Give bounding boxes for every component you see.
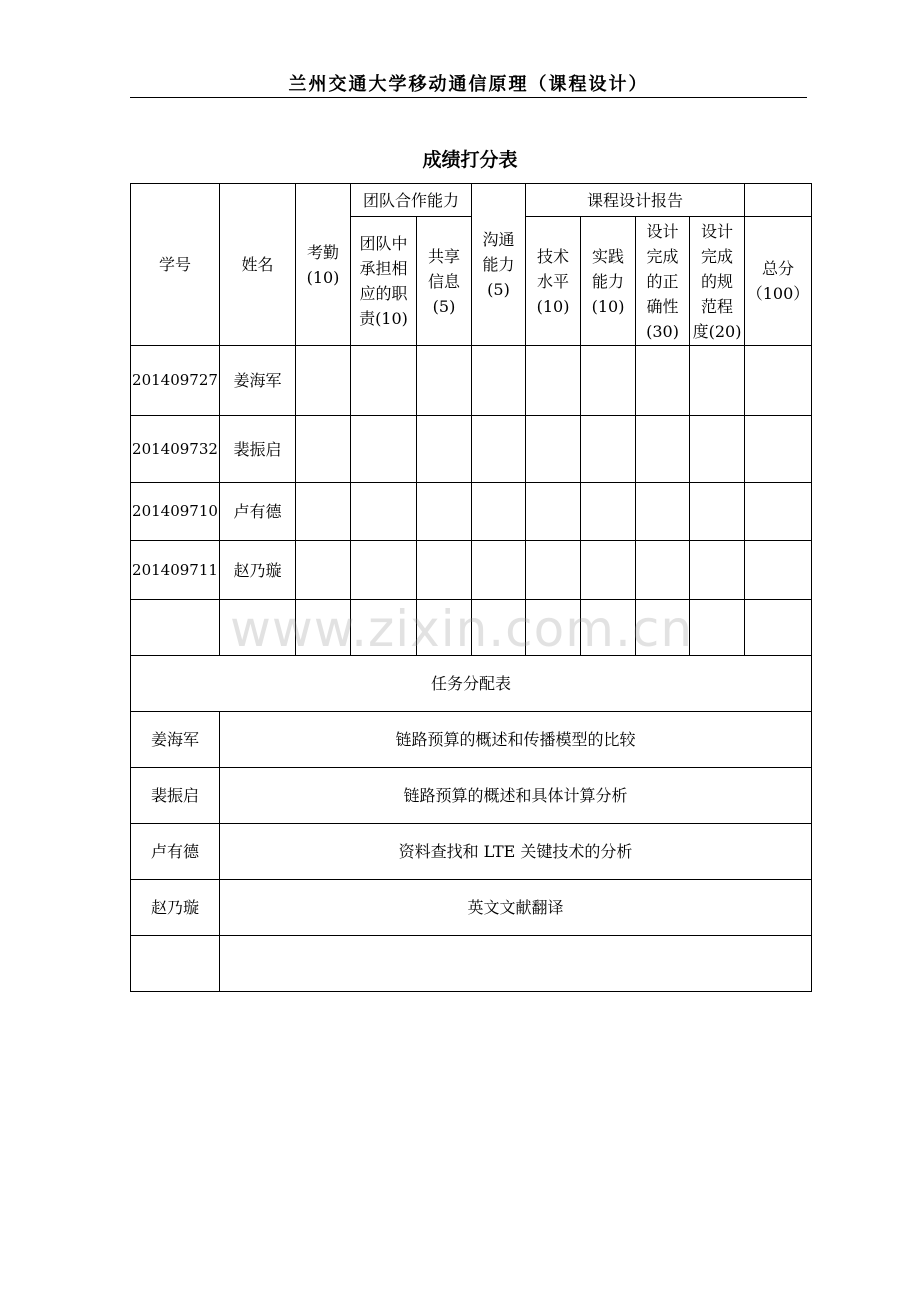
- col-header-correctness: [636, 217, 690, 346]
- score-cell: [351, 600, 417, 656]
- score-cell: [636, 483, 690, 541]
- header-text-line: 信息: [428, 271, 461, 291]
- col-header-share-info: [417, 217, 472, 346]
- col-header-team-responsibility: [351, 217, 417, 346]
- header-text-line: 责(10): [359, 309, 408, 328]
- task-member-name: 卢有德: [131, 824, 220, 880]
- student-id: 201409710: [131, 483, 220, 541]
- header-text-line: 设计: [701, 221, 734, 241]
- score-cell: [581, 541, 636, 600]
- score-cell: [351, 541, 417, 600]
- header-text-line: (30): [646, 321, 679, 341]
- score-cell: [351, 346, 417, 416]
- header-text-line: (5): [487, 280, 510, 299]
- col-header-standard: [690, 217, 745, 346]
- grade-table: [130, 183, 812, 992]
- student-name: 裴振启: [220, 416, 296, 483]
- student-row: [131, 483, 812, 541]
- header-text-line: 范程: [701, 296, 734, 316]
- task-description: 链路预算的概述和传播模型的比较: [220, 712, 812, 768]
- score-cell: [745, 541, 812, 600]
- student-id: 201409711: [131, 541, 220, 600]
- header-text-line: (5): [432, 296, 456, 316]
- header-text-line: 应的职: [359, 284, 408, 303]
- task-row-empty: [131, 936, 812, 992]
- score-cell: [690, 541, 745, 600]
- header-text-line: (10): [536, 296, 570, 316]
- task-member-name: 裴振启: [131, 768, 220, 824]
- score-cell: [745, 416, 812, 483]
- header-text-line: 总分: [762, 259, 795, 278]
- student-name: [220, 600, 296, 656]
- task-row: [131, 880, 812, 936]
- score-cell: [636, 600, 690, 656]
- task-member-name: 赵乃璇: [131, 880, 220, 936]
- student-name: 卢有德: [220, 483, 296, 541]
- score-cell: [581, 416, 636, 483]
- task-description: 英文文献翻译: [220, 880, 812, 936]
- col-header-student-id: 学号: [131, 184, 220, 346]
- col-group-teamwork: 团队合作能力: [351, 184, 472, 217]
- score-cell: [690, 600, 745, 656]
- task-table-title-row: [131, 656, 812, 712]
- score-cell: [636, 541, 690, 600]
- score-cell: [526, 483, 581, 541]
- task-table-title: 任务分配表: [131, 656, 812, 712]
- score-cell: [745, 346, 812, 416]
- col-header-tech-level: [526, 217, 581, 346]
- score-cell: [526, 600, 581, 656]
- score-cell: [636, 416, 690, 483]
- header-text-line: 完成: [701, 246, 734, 266]
- score-cell: [526, 416, 581, 483]
- header-text-line: 水平: [537, 271, 570, 291]
- col-header-total: [745, 217, 812, 346]
- header-text-line: 能力: [592, 271, 625, 291]
- document-title: 成绩打分表: [422, 149, 518, 171]
- score-cell: [351, 416, 417, 483]
- score-cell: [690, 483, 745, 541]
- score-cell: [581, 600, 636, 656]
- header-text-line: 设计: [646, 221, 679, 241]
- score-cell: [296, 346, 351, 416]
- header-text-line: 完成: [646, 246, 679, 266]
- task-row: [131, 712, 812, 768]
- header-text-line: (10): [591, 296, 625, 316]
- score-cell: [745, 483, 812, 541]
- col-header-communication: [472, 184, 526, 346]
- header-text-line: 团队中: [359, 234, 408, 253]
- header-text-line: 度(20): [692, 321, 742, 341]
- score-cell: [690, 416, 745, 483]
- task-member-name: [131, 936, 220, 992]
- header-text-line: 技术: [537, 246, 570, 266]
- student-row: [131, 541, 812, 600]
- score-cell: [296, 600, 351, 656]
- student-id: 201409732: [131, 416, 220, 483]
- task-description: 链路预算的概述和具体计算分析: [220, 768, 812, 824]
- header-text-line: 考勤: [306, 242, 339, 262]
- score-cell: [417, 541, 472, 600]
- score-cell: [581, 483, 636, 541]
- student-id: 201409727: [131, 346, 220, 416]
- score-cell: [417, 483, 472, 541]
- header-text-line: （100）: [746, 284, 810, 303]
- header-text-line: 确性: [646, 296, 679, 316]
- score-cell: [690, 346, 745, 416]
- task-row: [131, 768, 812, 824]
- score-cell: [636, 346, 690, 416]
- student-row-empty: [131, 600, 812, 656]
- score-cell: [472, 541, 526, 600]
- page-header-title: 兰州交通大学移动通信原理（课程设计）: [288, 74, 649, 95]
- header-text-line: 沟通: [482, 230, 515, 249]
- score-cell: [296, 483, 351, 541]
- score-cell: [526, 541, 581, 600]
- task-row: [131, 824, 812, 880]
- score-cell: [472, 600, 526, 656]
- col-group-report: 课程设计报告: [526, 184, 745, 217]
- score-cell: [296, 416, 351, 483]
- score-cell: [526, 346, 581, 416]
- score-cell: [417, 600, 472, 656]
- header-text-line: 的规: [701, 271, 734, 291]
- student-name: 赵乃璇: [220, 541, 296, 600]
- score-cell: [581, 346, 636, 416]
- col-header-total-top: [745, 184, 812, 217]
- task-member-name: 姜海军: [131, 712, 220, 768]
- student-row: [131, 416, 812, 483]
- student-id: [131, 600, 220, 656]
- header-text-line: 共享: [428, 246, 461, 266]
- header-text-line: 能力: [482, 255, 515, 274]
- col-header-attendance: [296, 184, 351, 346]
- header-text-line: 承担相: [359, 259, 408, 278]
- score-cell: [472, 483, 526, 541]
- score-cell: [745, 600, 812, 656]
- student-row: [131, 346, 812, 416]
- col-header-name: 姓名: [220, 184, 296, 346]
- header-text-line: 实践: [592, 246, 625, 266]
- score-cell: [417, 416, 472, 483]
- header-text-line: 的正: [646, 271, 679, 291]
- watermark: www.zixin.com.cn: [230, 600, 694, 658]
- score-cell: [351, 483, 417, 541]
- score-cell: [296, 541, 351, 600]
- score-cell: [472, 416, 526, 483]
- task-description: 资料查找和 LTE 关键技术的分析: [220, 824, 812, 880]
- header-row-1: [131, 184, 812, 217]
- header-text-line: (10): [306, 267, 340, 287]
- col-header-practice: [581, 217, 636, 346]
- student-name: 姜海军: [220, 346, 296, 416]
- header-divider: [130, 97, 807, 98]
- score-cell: [472, 346, 526, 416]
- score-cell: [417, 346, 472, 416]
- task-description: [220, 936, 812, 992]
